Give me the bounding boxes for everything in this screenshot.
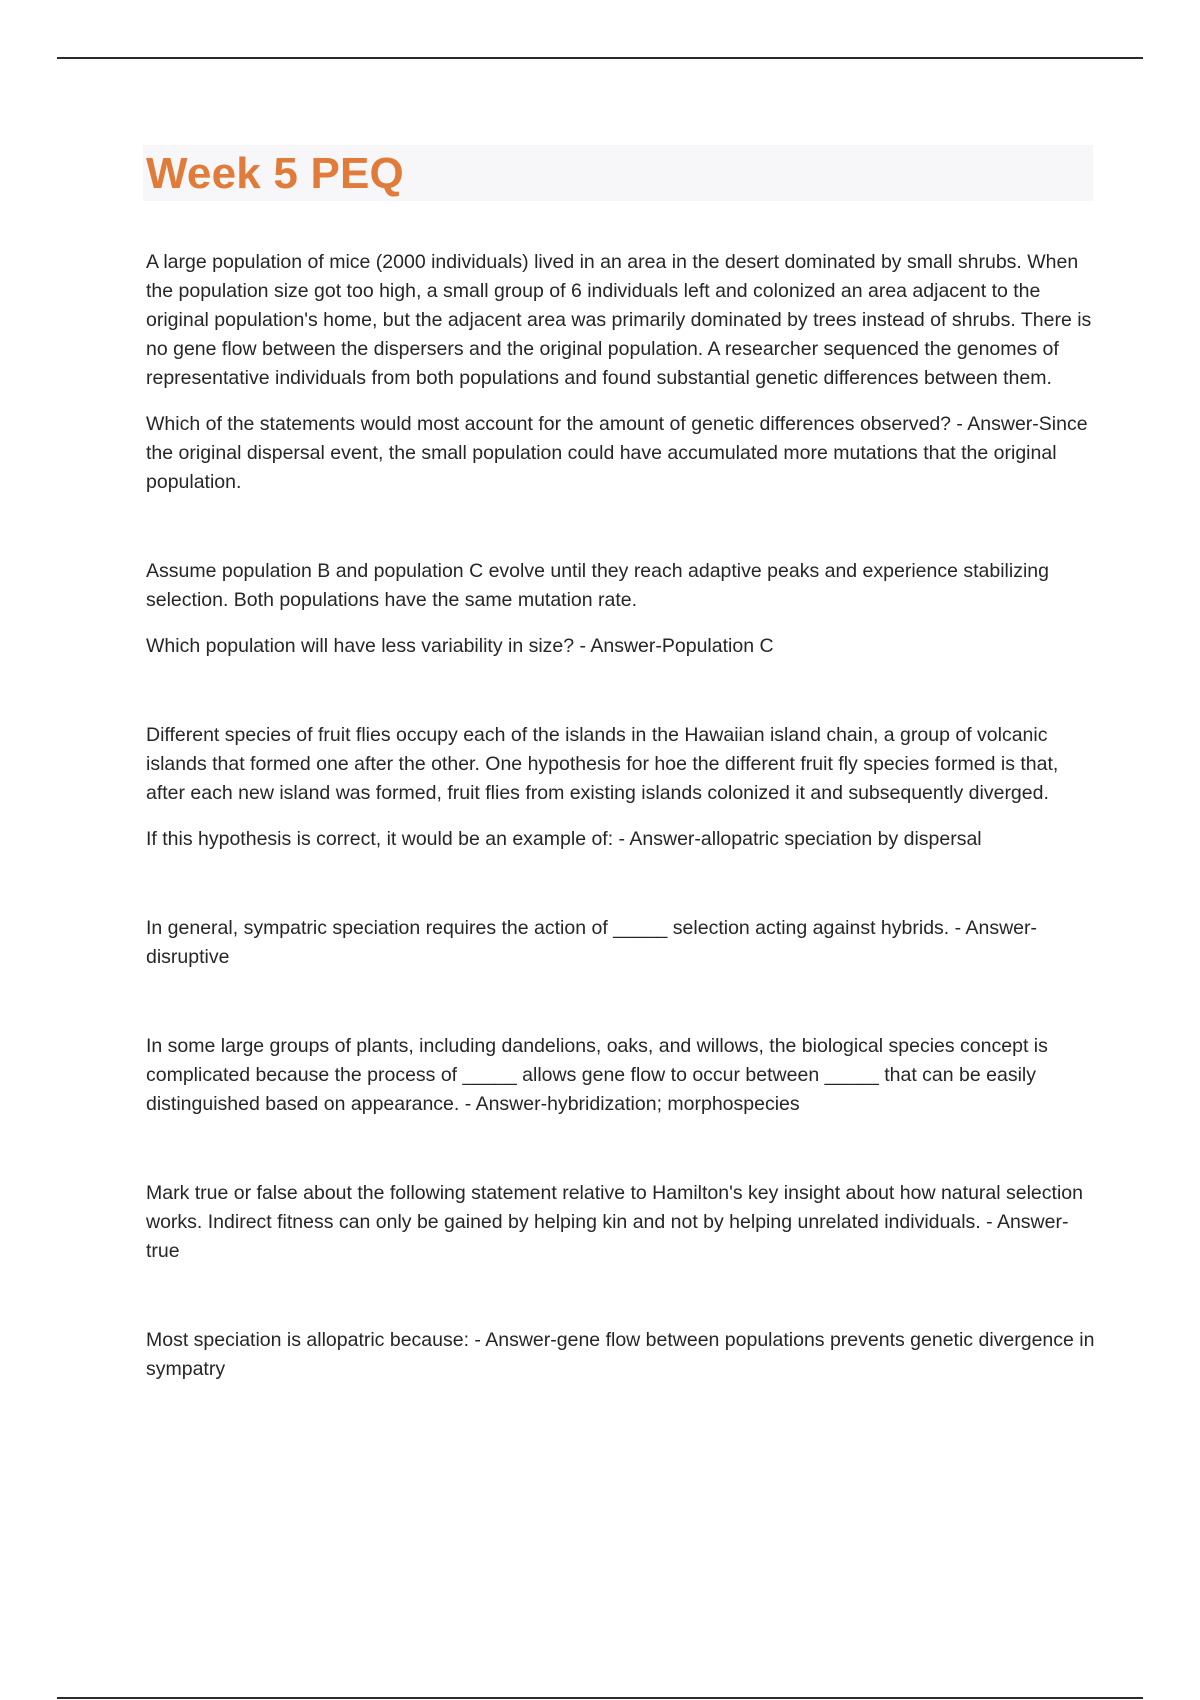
bottom-rule: [57, 1697, 1143, 1699]
item-3-question: Different species of fruit flies occupy each of the islands in the Hawaiian island chain, a group of volcanic islands that formed one after the other. One hypothesis for hoe the different fruit fly species formed is that, after each new island was formed, fruit flies from existing islands colonized it and subsequently diverged.: [146, 724, 1059, 804]
top-rule: [57, 57, 1143, 59]
page-title: Week 5 PEQ: [146, 149, 404, 198]
item-1-question: A large population of mice (2000 individuals) lived in an area in the desert dominated by small shrubs. When the population size got too high, a small group of 6 individuals left and colonized an area adjacent to the original population's home, but the adjacent area was primarily dominated by trees instead of shrubs. There is no gene flow between the dispersers and the original population. A researcher sequenced the genomes of representative individuals from both populations and found substantial genetic differences between them.: [146, 251, 1092, 389]
item-4-text: In general, sympatric speciation requires the action of _____ selection acting against hybrids. - Answer-disruptive: [146, 917, 1037, 968]
item-1-answer: Which of the statements would most account for the amount of genetic differences observed? - Answer-Since the original dispersal event, the small population could have accumulated more mutations that the original population.: [146, 413, 1088, 493]
item-6-text: Mark true or false about the following statement relative to Hamilton's key insight about how natural selection works. Indirect fitness can only be gained by helping kin and not by helping unrelated individuals. - Answer-true: [146, 1182, 1083, 1262]
item-3-answer: If this hypothesis is correct, it would be an example of: - Answer-allopatric speciation by dispersal: [146, 828, 982, 850]
item-5-text: In some large groups of plants, including dandelions, oaks, and willows, the biological species concept is complicated because the process of _____ allows gene flow to occur between _____ that can be easily distinguished based on appearance. - Answer-hybridization; morphospecies: [146, 1035, 1048, 1115]
item-2-question: Assume population B and population C evolve until they reach adaptive peaks and experience stabilizing selection. Both populations have the same mutation rate.: [146, 560, 1049, 611]
item-2-answer: Which population will have less variability in size? - Answer-Population C: [146, 635, 774, 657]
item-7-text: Most speciation is allopatric because: - Answer-gene flow between populations prevents genetic divergence in sympatry: [146, 1329, 1095, 1380]
document-body: [146, 248, 1096, 1384]
